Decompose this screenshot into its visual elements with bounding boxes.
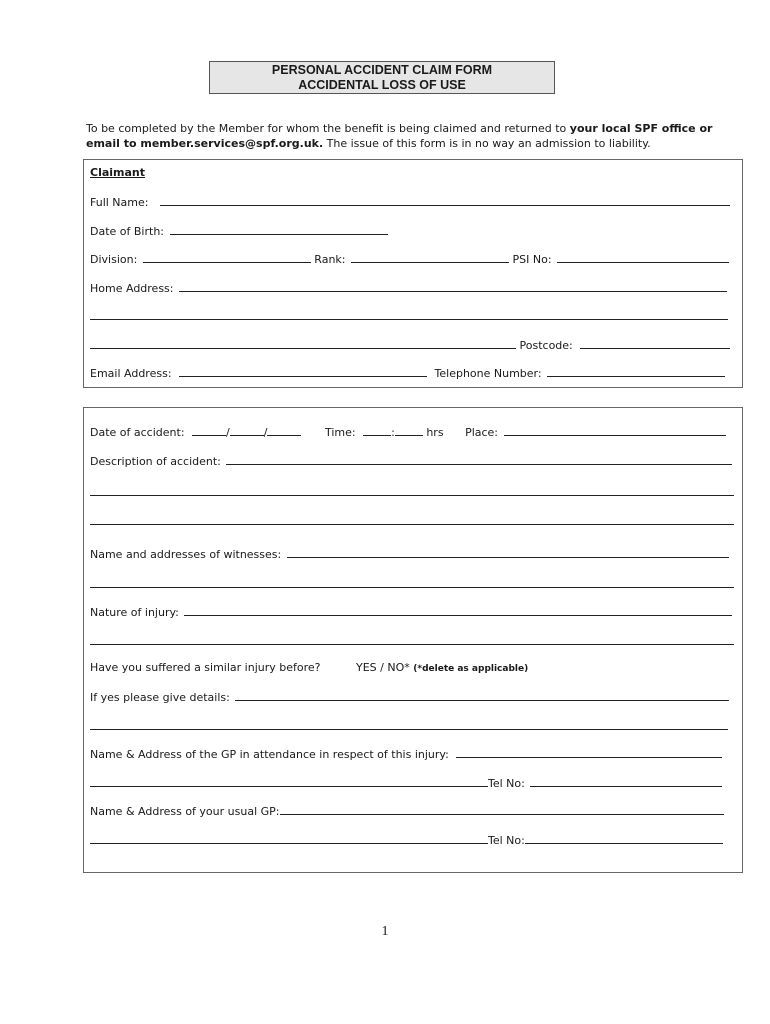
home-address-label: Home Address:	[90, 282, 174, 295]
dob-field[interactable]	[170, 223, 388, 235]
accident-time-unit: hrs	[426, 426, 444, 439]
home-address-field-2[interactable]	[90, 308, 728, 320]
gp-attendance-label: Name & Address of the GP in attendance in respect of this injury:	[90, 748, 449, 761]
form-title-line2: ACCIDENTAL LOSS OF USE	[298, 77, 466, 92]
gp-attendance-field-2[interactable]	[90, 775, 488, 787]
telephone-label: Telephone Number:	[434, 367, 542, 380]
description-field-2[interactable]	[90, 484, 734, 496]
claimant-heading: Claimant	[90, 166, 146, 179]
usual-gp-tel-field[interactable]	[525, 832, 723, 844]
accident-date-separator-2: /	[263, 426, 268, 439]
accident-time-hour-field[interactable]	[363, 424, 391, 436]
email-label: Email Address:	[90, 367, 172, 380]
description-field-1[interactable]	[226, 453, 732, 465]
witnesses-label: Name and addresses of witnesses:	[90, 548, 282, 561]
usual-gp-field-2[interactable]	[90, 832, 488, 844]
details-field-2[interactable]	[90, 718, 728, 730]
intro-text-1: To be completed by the Member for whom the benefit is being claimed and returned to	[86, 122, 570, 135]
usual-gp-row	[90, 803, 736, 819]
home-address-field-3[interactable]	[90, 337, 516, 349]
description-row-3	[90, 513, 736, 529]
witnesses-field-2[interactable]	[90, 576, 734, 588]
details-label: If yes please give details:	[90, 691, 230, 704]
psi-label: PSI No:	[512, 253, 552, 266]
accident-place-field[interactable]	[504, 424, 726, 436]
psi-field[interactable]	[557, 251, 729, 263]
witnesses-row-2	[90, 576, 736, 592]
full-name-field[interactable]	[160, 194, 730, 206]
injury-row	[90, 604, 736, 620]
details-field-1[interactable]	[235, 689, 729, 701]
gp-attendance-field-1[interactable]	[456, 746, 722, 758]
form-title-line1: PERSONAL ACCIDENT CLAIM FORM	[271, 62, 493, 77]
accident-date-label: Date of accident:	[90, 426, 185, 439]
gp-attendance-tel-field[interactable]	[530, 775, 722, 787]
injury-field-1[interactable]	[184, 604, 732, 616]
intro-paragraph	[86, 121, 736, 151]
witnesses-field-1[interactable]	[287, 546, 729, 558]
full-name-label: Full Name:	[90, 196, 149, 209]
accident-time-separator: :	[391, 426, 395, 439]
accident-place-label: Place:	[465, 426, 499, 439]
details-row-2	[90, 718, 736, 734]
details-row	[90, 689, 736, 705]
email-telephone-row	[90, 365, 736, 381]
postcode-field[interactable]	[580, 337, 730, 349]
accident-time-label: Time:	[324, 426, 356, 439]
witnesses-row	[90, 546, 736, 562]
email-field[interactable]	[179, 365, 427, 377]
similar-injury-row	[90, 661, 736, 676]
usual-gp-field-1[interactable]	[280, 803, 724, 815]
accident-date-day-field[interactable]	[192, 424, 226, 436]
usual-gp-tel-row	[90, 832, 736, 848]
home-address-field-1[interactable]	[179, 280, 727, 292]
dob-label: Date of Birth:	[90, 225, 165, 238]
date-time-place-row	[90, 424, 736, 440]
description-field-3[interactable]	[90, 513, 734, 525]
form-title-box	[209, 61, 555, 94]
rank-label: Rank:	[314, 253, 346, 266]
gp-attendance-tel-label: Tel No:	[488, 777, 525, 790]
claimant-heading-row	[90, 166, 736, 180]
telephone-field[interactable]	[547, 365, 725, 377]
accident-date-month-field[interactable]	[230, 424, 264, 436]
similar-injury-label: Have you suffered a similar injury before?	[90, 661, 321, 674]
postcode-label: Postcode:	[519, 339, 573, 352]
usual-gp-tel-label: Tel No:	[488, 834, 525, 847]
intro-text-2: The issue of this form is in no way an admission to liability.	[323, 137, 651, 150]
description-label: Description of accident:	[90, 455, 221, 468]
accident-date-separator-1: /	[226, 426, 230, 439]
division-label: Division:	[90, 253, 138, 266]
gp-attendance-row	[90, 746, 736, 762]
yes-no-option[interactable]: YES / NO*	[356, 661, 410, 674]
rank-field[interactable]	[351, 251, 509, 263]
full-name-row	[90, 194, 736, 210]
intro-bold: your local SPF office or email to member.services@spf.org.uk.	[86, 122, 713, 150]
home-address-row	[90, 280, 736, 296]
division-field[interactable]	[143, 251, 311, 263]
accident-date-year-field[interactable]	[267, 424, 301, 436]
delete-note: (*delete as applicable)	[413, 664, 529, 674]
home-address-row-2	[90, 308, 736, 324]
postcode-row	[90, 337, 736, 353]
description-row-2	[90, 484, 736, 500]
injury-label: Nature of injury:	[90, 606, 179, 619]
description-row	[90, 453, 736, 469]
injury-row-2	[90, 633, 736, 649]
page-number: 1	[381, 924, 389, 939]
injury-field-2[interactable]	[90, 633, 734, 645]
division-rank-psi-row	[90, 251, 736, 267]
gp-attendance-tel-row	[90, 775, 736, 791]
usual-gp-label: Name & Address of your usual GP:	[90, 805, 280, 818]
dob-row	[90, 223, 736, 239]
accident-time-minute-field[interactable]	[395, 424, 423, 436]
